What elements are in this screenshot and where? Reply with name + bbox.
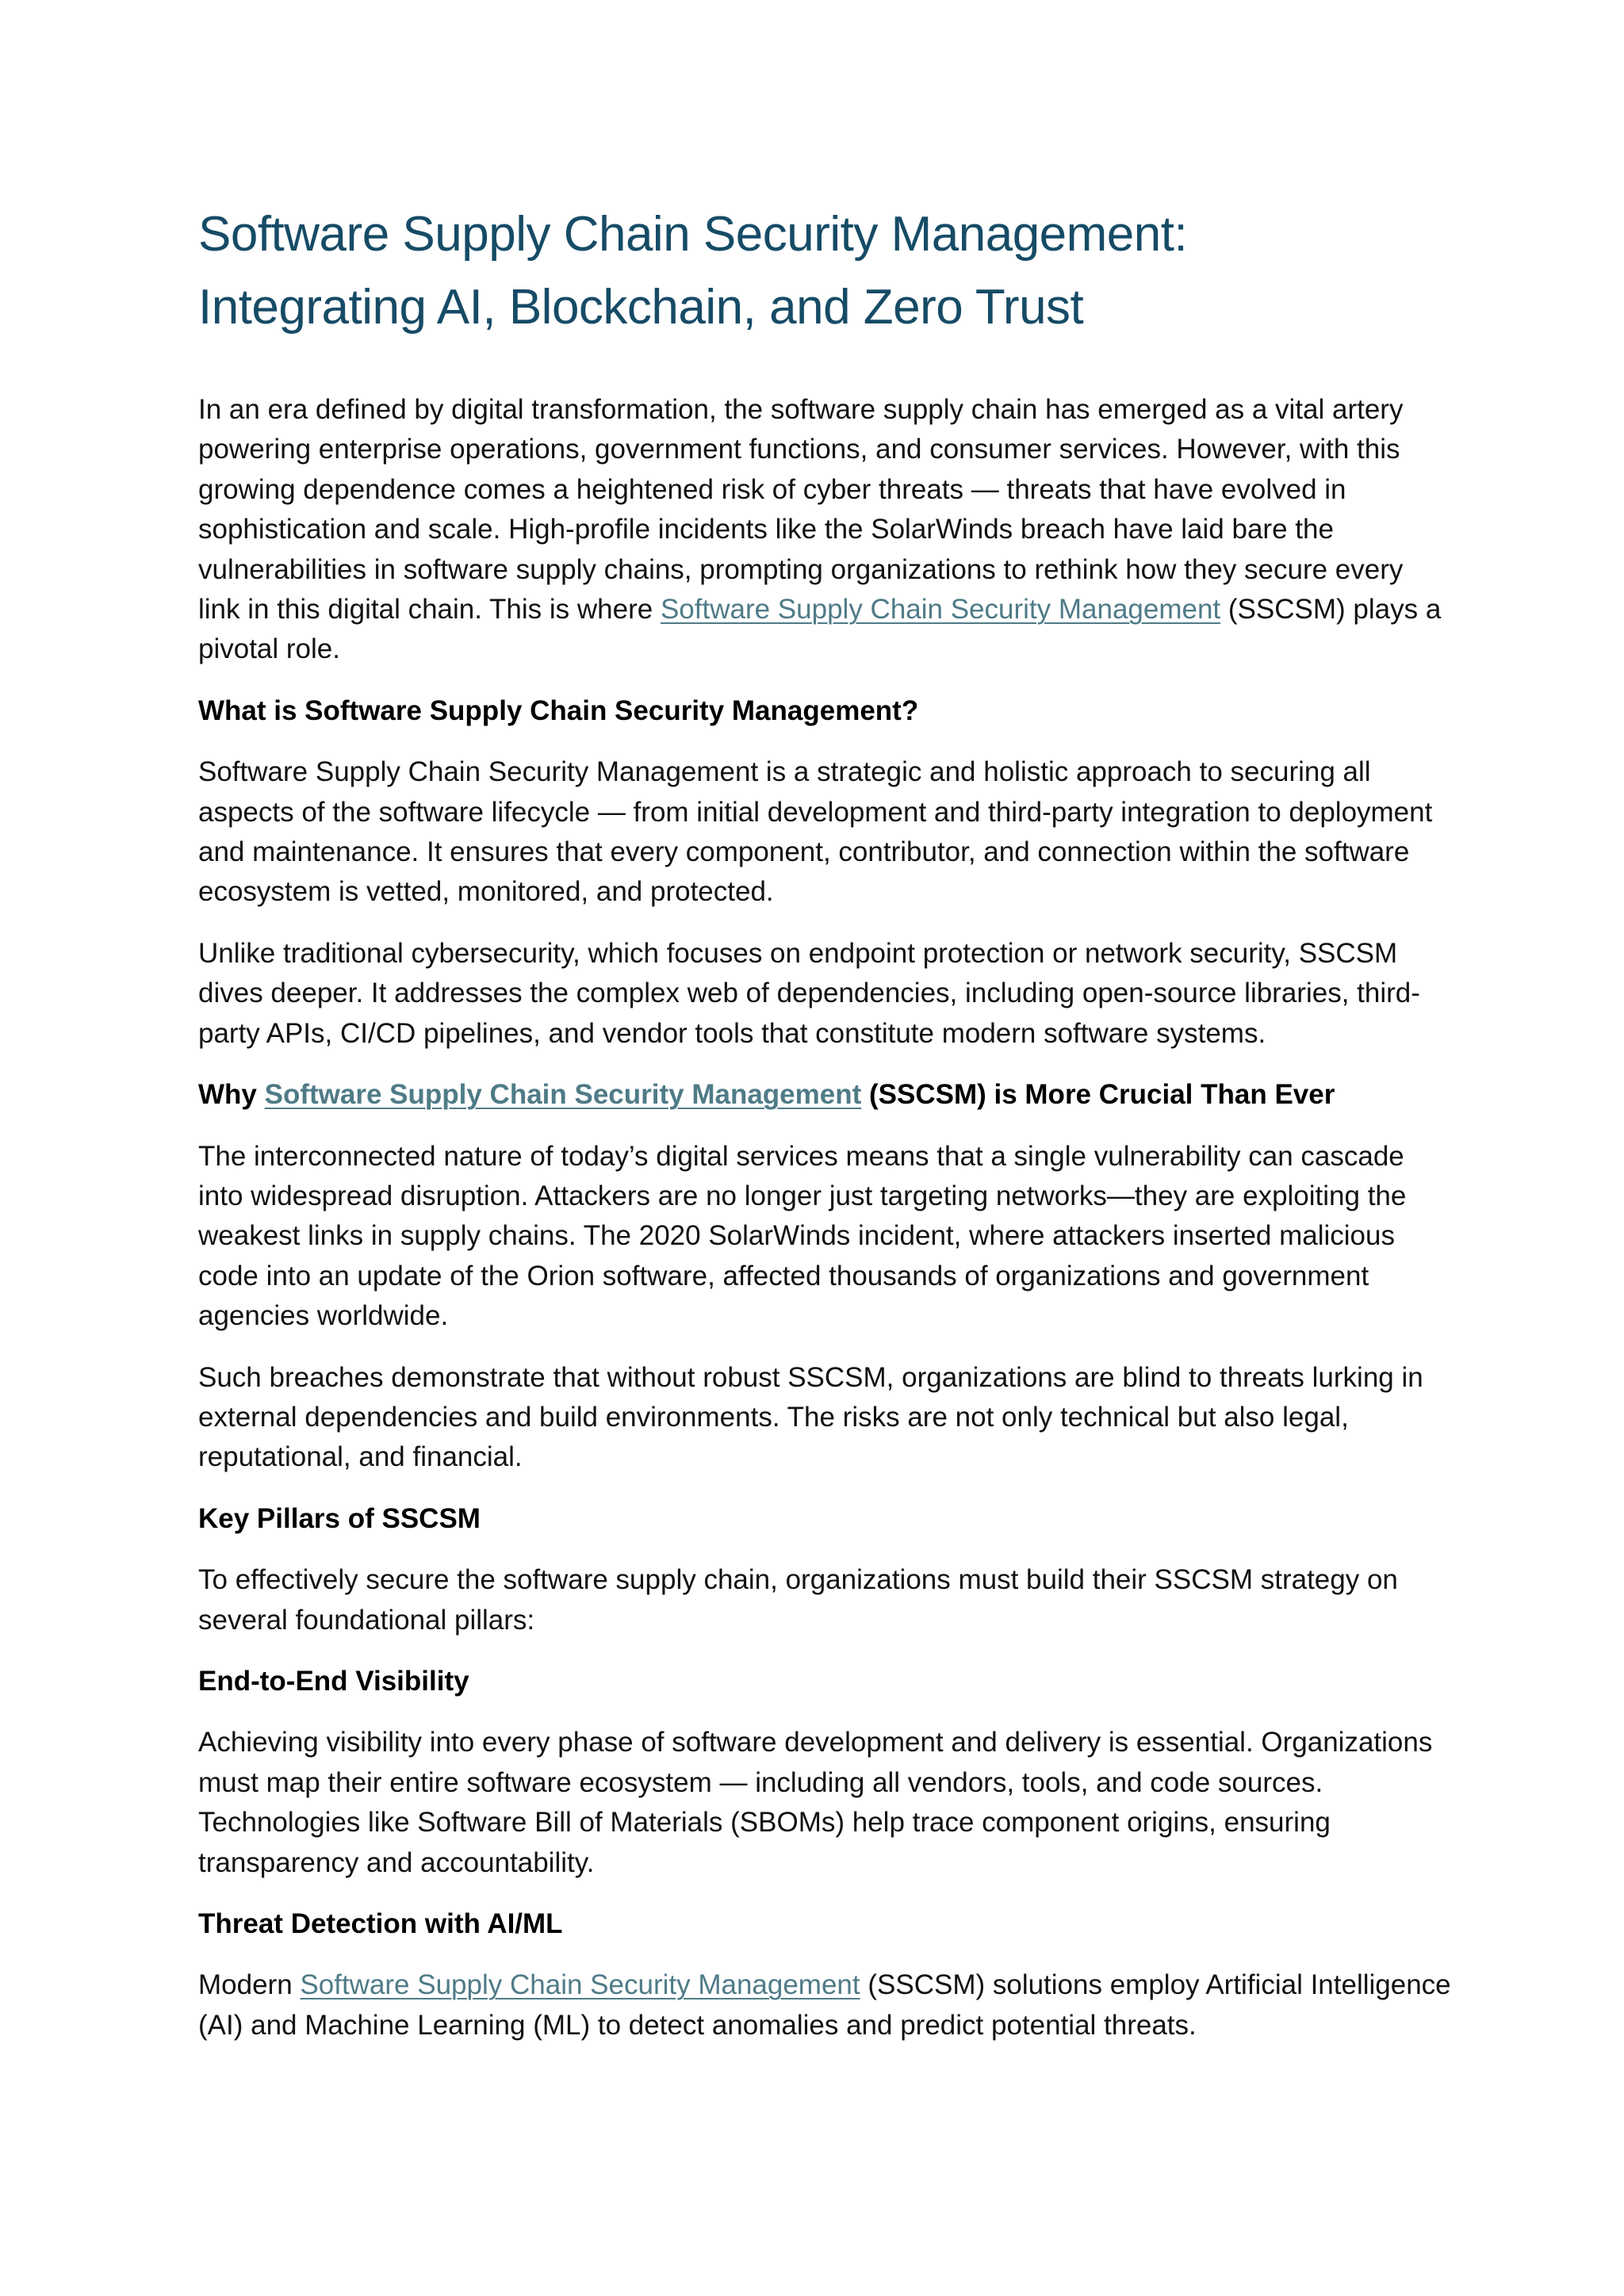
sscsm-heading-link[interactable]: Software Supply Chain Security Management (264, 1079, 862, 1111)
document-page (198, 198, 1451, 2045)
intro-text-before-link: In an era defined by digital transformation, the software supply chain has emerged as a vital artery powering enterprise operations, government functions, and consumer services. However, with this growing dependence comes a heightened risk of cyber threats — threats that have evolved in sophistication and scale. High-profile incidents like the SolarWinds breach have laid bare the vulnerabilities in software supply chains, prompting organizations to rethink how they secure every link in this digital chain. This is where (198, 394, 1404, 626)
what-paragraph-2: Unlike traditional cybersecurity, which focuses on endpoint protection or network security, SSCSM dives deeper. It addresses the complex web of dependencies, including open-source libraries, third-party APIs, CI/CD pipelines, and vendor tools that constitute modern software systems. (198, 937, 1420, 1049)
threat-text-after-link: (SSCSM) solutions employ Artificial Intelligence (AI) and Machine Learning (ML) to detect anomalies and predict potential threats. (198, 1969, 1451, 2041)
visibility-paragraph: Achieving visibility into every phase of software development and delivery is essential. Organizations must map their entire software ecosystem — including all vendors, tools, and code sources. Technologies like Software Bill of Materials (SBOMs) help trace component origins, ensuring transparency and accountability. (198, 1727, 1433, 1878)
why-paragraph-1: The interconnected nature of today’s digital services means that a single vulnerability can cascade into widespread disruption. Attackers are no longer just targeting networks—they are exploiting the weakest links in supply chains. The 2020 SolarWinds incident, where attackers inserted malicious code into an update of the Orion software, affected thousands of organizations and government agencies worldwide. (198, 1140, 1407, 1332)
why-heading-text-after-link: (SSCSM) is More Crucial Than Ever (861, 1079, 1335, 1111)
title-line-1: Software Supply Chain Security Management: (198, 207, 1188, 262)
title-line-2: Integrating AI, Blockchain, and Zero Trust (198, 280, 1084, 335)
why-sscsm-heading (198, 1075, 1451, 1115)
sscsm-threat-link[interactable]: Software Supply Chain Security Management (300, 1969, 860, 2001)
visibility-heading: End-to-End Visibility (198, 1665, 469, 1697)
intro-paragraph (198, 390, 1451, 670)
why-heading-text-before-link: Why (198, 1079, 265, 1111)
sscsm-link[interactable]: Software Supply Chain Security Management (660, 594, 1221, 626)
threat-detection-paragraph (198, 1965, 1451, 2045)
threat-text-before-link: Modern (198, 1969, 301, 2001)
key-pillars-heading: Key Pillars of SSCSM (198, 1502, 481, 1534)
what-is-sscsm-heading: What is Software Supply Chain Security Management? (198, 695, 919, 726)
why-paragraph-2: Such breaches demonstrate that without robust SSCSM, organizations are blind to threats lurking in external dependencies and build environments. The risks are not only technical but also legal, reputational, and financial. (198, 1361, 1423, 1473)
intro-text-after-link: (SSCSM) plays a pivotal role. (198, 594, 1442, 665)
threat-detection-heading: Threat Detection with AI/ML (198, 1908, 563, 1939)
pillars-paragraph: To effectively secure the software supply chain, organizations must build their SSCSM strategy on several foundational pillars: (198, 1564, 1398, 1636)
what-paragraph-1: Software Supply Chain Security Management is a strategic and holistic approach to securing all aspects of the software lifecycle — from initial development and third-party integration to deployment and maintenance. It ensures that every component, contributor, and connection within the software ecosystem is vetted, monitored, and protected. (198, 756, 1433, 908)
page-title (198, 198, 1451, 344)
